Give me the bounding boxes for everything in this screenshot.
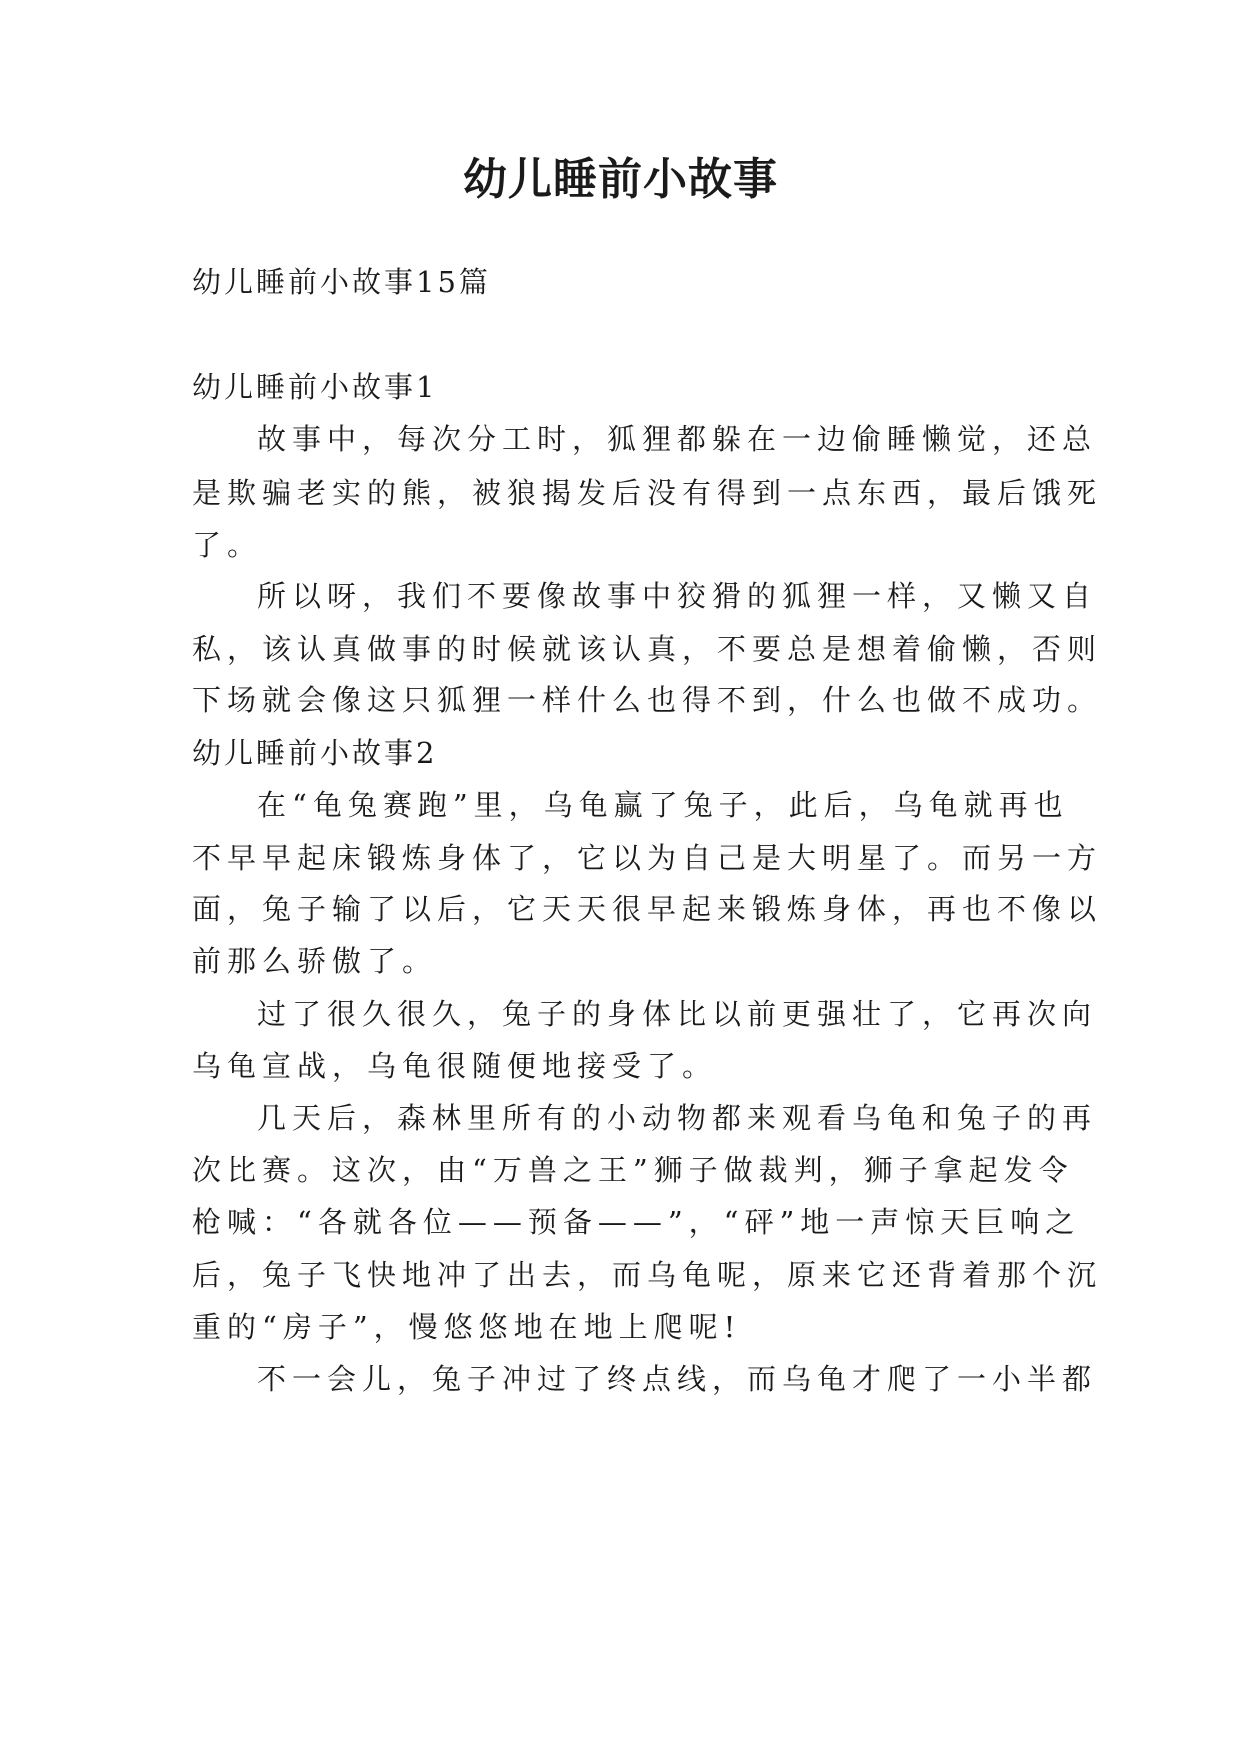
story-1-heading: 幼儿睡前小故事1 xyxy=(192,370,438,404)
paragraph-line: 前那么骄傲了。 xyxy=(192,944,438,978)
paragraph-line: 在“龟兔赛跑”里，乌龟赢了兔子，此后，乌龟就再也 xyxy=(257,788,1069,822)
paragraph-line: 是欺骗老实的熊，被狼揭发后没有得到一点东西，最后饿死 xyxy=(192,476,1103,510)
story-2-heading: 幼儿睡前小故事2 xyxy=(192,736,438,770)
paragraph-line: 故事中，每次分工时，狐狸都躲在一边偷睡懒觉，还总 xyxy=(257,422,1098,456)
document-title: 幼儿睡前小故事 xyxy=(463,154,778,205)
paragraph-line: 不一会儿，兔子冲过了终点线，而乌龟才爬了一小半都 xyxy=(257,1362,1098,1396)
paragraph-line: 次比赛。这次，由“万兽之王”狮子做裁判，狮子拿起发令 xyxy=(192,1153,1074,1187)
paragraph-line: 下场就会像这只狐狸一样什么也得不到，什么也做不成功。 xyxy=(192,683,1103,717)
paragraph-line: 后，兔子飞快地冲了出去，而乌龟呢，原来它还背着那个沉 xyxy=(192,1258,1103,1292)
paragraph-line: 所以呀，我们不要像故事中狡猾的狐狸一样，又懒又自 xyxy=(257,579,1098,613)
paragraph-line: 私，该认真做事的时候就该认真，不要总是想着偷懒，否则 xyxy=(192,632,1103,666)
paragraph-line: 面，兔子输了以后，它天天很早起来锻炼身体，再也不像以 xyxy=(192,892,1103,926)
paragraph-line: 过了很久很久，兔子的身体比以前更强壮了，它再次向 xyxy=(257,997,1098,1031)
paragraph-line: 乌龟宣战，乌龟很随便地接受了。 xyxy=(192,1049,718,1083)
collection-subtitle: 幼儿睡前小故事15篇 xyxy=(192,265,491,299)
paragraph-line: 不早早起床锻炼身体了，它以为自己是大明星了。而另一方 xyxy=(192,841,1103,875)
paragraph-line: 了。 xyxy=(192,528,263,562)
paragraph-line: 几天后，森林里所有的小动物都来观看乌龟和兔子的再 xyxy=(257,1101,1098,1135)
paragraph-line: 重的“房子”，慢悠悠地在地上爬呢! xyxy=(192,1310,742,1344)
paragraph-line: 枪喊：“各就各位——预备——”，“砰”地一声惊天巨响之 xyxy=(192,1205,1081,1239)
